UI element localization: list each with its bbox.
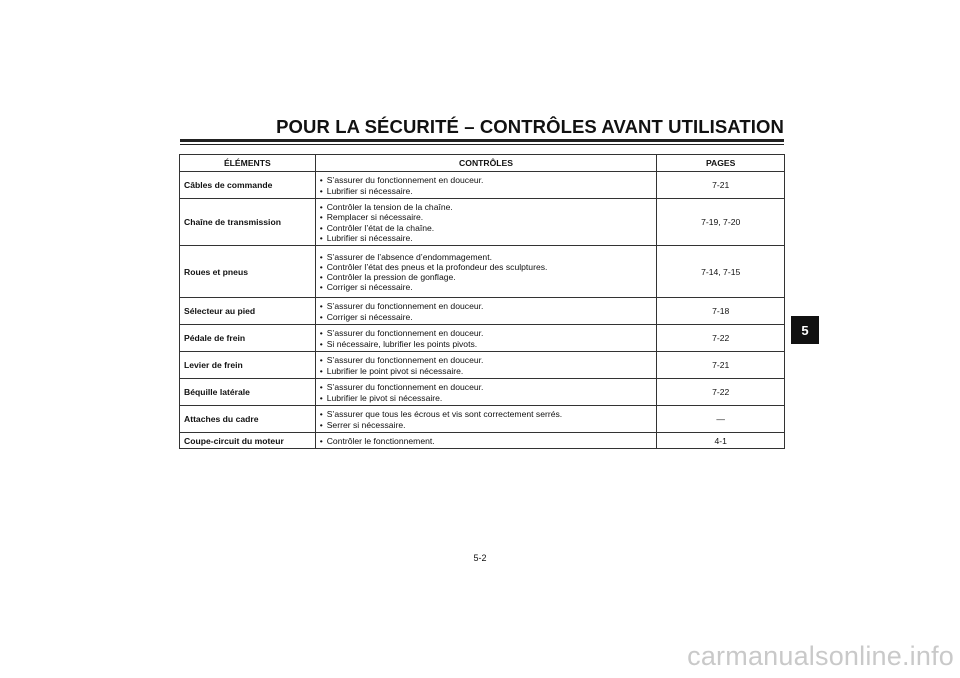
check-item (320, 382, 653, 392)
check-item (320, 252, 653, 262)
table-row (180, 298, 785, 325)
checks-cell (315, 352, 657, 379)
bullet-icon: • (319, 222, 323, 233)
check-item (320, 262, 653, 272)
pages-cell: 7-21 (657, 172, 785, 199)
element-cell: Attaches du cadre (180, 406, 316, 433)
checks-cell (315, 433, 657, 449)
bullet-icon: • (319, 251, 323, 262)
checks-cell (315, 325, 657, 352)
check-item (320, 212, 653, 222)
check-item (320, 420, 653, 430)
pages-cell: 7-21 (657, 352, 785, 379)
check-text: Si nécessaire, lubrifier les points pivots. (326, 338, 478, 349)
pages-cell: 7-14, 7-15 (657, 246, 785, 298)
bullet-icon: • (319, 409, 323, 420)
check-item (320, 328, 653, 338)
check-text: Lubrifier le point pivot si nécessaire. (326, 365, 464, 376)
check-item (320, 301, 653, 311)
bullet-icon: • (319, 185, 323, 196)
check-text: Lubrifier si nécessaire. (326, 232, 413, 243)
bullet-icon: • (319, 338, 323, 349)
table-row (180, 172, 785, 199)
check-item (320, 223, 653, 233)
bullet-icon: • (319, 202, 323, 212)
check-item (320, 436, 653, 446)
pages-cell: 7-22 (657, 325, 785, 352)
column-header-elements: ÉLÉMENTS (180, 155, 316, 172)
checks-cell (315, 406, 657, 433)
pages-cell: 7-19, 7-20 (657, 199, 785, 246)
check-text: Serrer si nécessaire. (326, 419, 406, 430)
check-item (320, 186, 653, 196)
checks-table (179, 154, 785, 449)
checks-cell (315, 172, 657, 199)
table-row (180, 325, 785, 352)
check-item (320, 272, 653, 282)
pages-cell: 4-1 (657, 433, 785, 449)
element-cell: Roues et pneus (180, 246, 316, 298)
check-item (320, 282, 653, 292)
table-row (180, 406, 785, 433)
check-item (320, 393, 653, 403)
check-text: Contrôler la tension de la chaîne. (326, 202, 453, 212)
check-text: Contrôler l’état de la chaîne. (326, 222, 435, 233)
element-cell: Levier de frein (180, 352, 316, 379)
check-text: Contrôler le fonctionnement. (326, 436, 435, 447)
page-number: 5-2 (473, 553, 487, 563)
check-item (320, 366, 653, 376)
pages-cell: 7-22 (657, 379, 785, 406)
bullet-icon: • (319, 392, 323, 403)
watermark-text: carmanualsonline.info (687, 641, 954, 671)
bullet-icon: • (319, 301, 323, 312)
table-row (180, 379, 785, 406)
check-item (320, 175, 653, 185)
check-text: S’assurer de l’absence d’endommagement. (326, 251, 492, 262)
check-text: Corriger si nécessaire. (326, 311, 413, 322)
check-item (320, 409, 653, 419)
bullet-icon: • (319, 436, 323, 447)
bullet-icon: • (319, 272, 323, 283)
checks-cell (315, 199, 657, 246)
column-header-pages: PAGES (657, 155, 785, 172)
check-text: Remplacer si nécessaire. (326, 212, 424, 223)
bullet-icon: • (319, 282, 323, 293)
title-rule-thick (180, 139, 784, 142)
check-text: Lubrifier si nécessaire. (326, 185, 413, 196)
check-text: Contrôler la pression de gonflage. (326, 272, 456, 283)
pages-cell: — (657, 406, 785, 433)
check-text: S’assurer du fonctionnement en douceur. (326, 175, 484, 186)
check-text: S’assurer que tous les écrous et vis sont correctement serrés. (326, 409, 563, 420)
bullet-icon: • (319, 365, 323, 376)
check-text: S’assurer du fonctionnement en douceur. (326, 355, 484, 366)
bullet-icon: • (319, 355, 323, 366)
table-row (180, 352, 785, 379)
check-text: Lubrifier le pivot si nécessaire. (326, 392, 443, 403)
element-cell: Sélecteur au pied (180, 298, 316, 325)
check-text: S’assurer du fonctionnement en douceur. (326, 328, 484, 339)
bullet-icon: • (319, 212, 323, 223)
column-header-checks: CONTRÔLES (315, 155, 657, 172)
check-item (320, 202, 653, 212)
bullet-icon: • (319, 232, 323, 243)
bullet-icon: • (319, 311, 323, 322)
checks-cell (315, 298, 657, 325)
checks-cell (315, 379, 657, 406)
check-item (320, 339, 653, 349)
title-rule-thin (180, 144, 784, 145)
table-row (180, 433, 785, 449)
table-header-row (180, 155, 785, 172)
chapter-tab: 5 (791, 316, 819, 344)
check-text: Corriger si nécessaire. (326, 282, 413, 293)
page-title: POUR LA SÉCURITÉ – CONTRÔLES AVANT UTILISATION (276, 116, 784, 137)
table-row (180, 199, 785, 246)
pages-cell: 7-18 (657, 298, 785, 325)
bullet-icon: • (319, 328, 323, 339)
element-cell: Chaîne de transmission (180, 199, 316, 246)
element-cell: Coupe-circuit du moteur (180, 433, 316, 449)
table-row (180, 246, 785, 298)
checks-cell (315, 246, 657, 298)
bullet-icon: • (319, 261, 323, 272)
check-text: S’assurer du fonctionnement en douceur. (326, 301, 484, 312)
check-text: S’assurer du fonctionnement en douceur. (326, 382, 484, 393)
bullet-icon: • (319, 175, 323, 186)
check-item (320, 233, 653, 243)
check-text: Contrôler l’état des pneus et la profondeur des sculptures. (326, 261, 548, 272)
bullet-icon: • (319, 382, 323, 393)
element-cell: Béquille latérale (180, 379, 316, 406)
check-item (320, 312, 653, 322)
element-cell: Pédale de frein (180, 325, 316, 352)
element-cell: Câbles de commande (180, 172, 316, 199)
bullet-icon: • (319, 419, 323, 430)
check-item (320, 355, 653, 365)
